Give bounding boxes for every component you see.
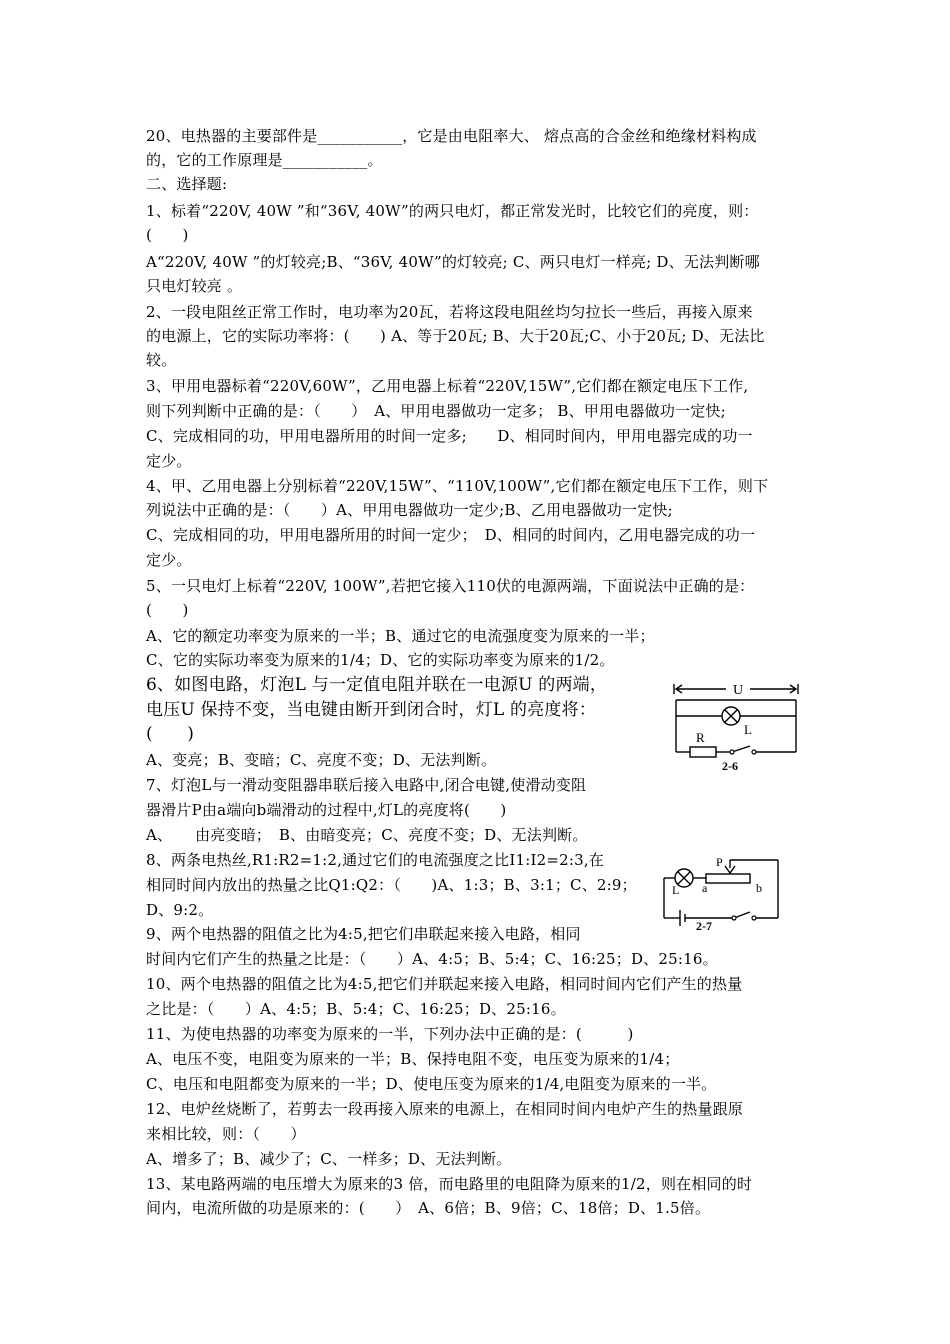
- text-line: C、完成相同的功，甲用电器所用的时间一定少； D、相同的时间内，乙用电器完成的功一: [146, 526, 756, 544]
- text-line: 5、一只电灯上标着“220V, 100W”,若把它接入110伏的电源两端，下面说法中正确的是：: [146, 577, 755, 595]
- voltage-label: U: [732, 683, 744, 698]
- text-line: 较。: [146, 351, 177, 369]
- text-line: 的电源上，它的实际功率将：( ) A、等于20瓦; B、大于20瓦;C、小于20瓦; D、无法比: [146, 327, 765, 345]
- text-line: 只电灯较亮 。: [146, 277, 243, 295]
- figure-caption: 2-7: [696, 919, 712, 932]
- end-b-label: b: [756, 881, 762, 895]
- end-a-label: a: [702, 881, 708, 895]
- slider-label: P: [716, 855, 723, 869]
- text-line: 则下列判断中正确的是：（ ） A、甲用电器做功一定多； B、甲用电器做功一定快;: [146, 402, 726, 420]
- resistor-label: R: [696, 730, 705, 745]
- text-line: 13、某电路两端的电压增大为原来的3 倍，而电路里的电阻降为原来的1/2，则在相同的时: [146, 1175, 753, 1193]
- text-line: 6、如图电路，灯泡L 与一定值电阻并联在一电源U 的两端，: [146, 675, 608, 695]
- text-line: 10、两个电热器的阻值之比为4:5,把它们并联起来接入电路，相同时间内它们产生的热量: [146, 975, 743, 993]
- section-heading: 二、选择题:: [146, 175, 228, 193]
- text-line: A、增多了；B、减少了；C、一样多；D、无法判断。: [146, 1150, 512, 1168]
- text-line: 之比是：（ ）A、4:5；B、5:4；C、16:25；D、25:16。: [146, 1000, 566, 1018]
- text-line: 1、标着“220V, 40W ”和“36V, 40W”的两只电灯，都正常发光时，比较它们的亮度，则：: [146, 202, 759, 220]
- text-line: A、变亮；B、变暗；C、亮度不变；D、无法判断。: [146, 751, 497, 769]
- text-line: 12、电炉丝烧断了，若剪去一段再接入原来的电源上，在相同时间内电炉产生的热量跟原: [146, 1100, 744, 1118]
- text-line: 电压U 保持不变，当电键由断开到闭合时，灯L 的亮度将：: [146, 700, 597, 720]
- text-line: 定少。: [146, 551, 192, 569]
- text-line: C、电压和电阻都变为原来的一半；D、使电压变为原来的1/4,电阻变为原来的一半。: [146, 1075, 717, 1093]
- text-line: C、它的实际功率变为原来的1/4；D、它的实际功率变为原来的1/2。: [146, 651, 615, 669]
- text-line: D、9:2。: [146, 901, 214, 919]
- text-line: 4、甲、乙用电器上分别标着“220V,15W”、“110V,100W”,它们都在额定电压下工作，则下: [146, 477, 769, 495]
- text-line: 间内，电流所做的功是原来的：( ） A、6倍；B、9倍；C、18倍；D、1.5倍。: [146, 1199, 711, 1217]
- text-line: 20、电热器的主要部件是___________，它是由电阻率大、 熔点高的合金丝和绝缘材料构成: [146, 127, 757, 145]
- text-line: 3、甲用电器标着“220V,60W”，乙用电器上标着“220V,15W”,它们都在额定电压下工作,: [146, 377, 749, 395]
- text-line: C、完成相同的功，甲用电器所用的时间一定多; D、相同时间内，甲用电器完成的功一: [146, 427, 753, 445]
- text-line: A、 由亮变暗； B、由暗变亮；C、亮度不变；D、无法判断。: [146, 826, 588, 844]
- text-line: 的，它的工作原理是___________。: [146, 151, 383, 169]
- text-line: 7、灯泡L与一滑动变阻器串联后接入电路中,闭合电键,使滑动变阻: [146, 776, 587, 794]
- circuit-diagram-2-6: [668, 676, 808, 772]
- text-line: 器滑片P由a端向b端滑动的过程中,灯L的亮度将( ): [146, 801, 507, 819]
- text-line: 11、为使电热器的功率变为原来的一半，下列办法中正确的是：( ): [146, 1025, 634, 1043]
- text-line: 8、两条电热丝,R1:R2=1:2,通过它们的电流强度之比I1:I2=2:3,在: [146, 851, 604, 869]
- lamp-label: L: [744, 722, 752, 737]
- figure-caption: 2-6: [722, 759, 738, 772]
- text-line: 2、一段电阻丝正常工作时，电功率为20瓦，若将这段电阻丝均匀拉长一些后，再接入原来: [146, 303, 753, 321]
- lamp-label: L: [672, 883, 680, 897]
- text-line: 来相比较，则：（ ）: [146, 1125, 306, 1143]
- text-line: 列说法中正确的是：（ ）A、甲用电器做功一定少;B、乙用电器做功一定快;: [146, 501, 673, 519]
- text-line: ( ): [146, 601, 189, 619]
- text-line: ( ): [146, 724, 195, 744]
- text-line: A、它的额定功率变为原来的一半；B、通过它的电流强度变为原来的一半；: [146, 627, 655, 645]
- circuit-diagram-2-7: [658, 852, 788, 932]
- text-line: 时间内它们产生的热量之比是：（ ）A、4:5；B、5:4；C、16:25；D、25:16。: [146, 950, 718, 968]
- text-line: ( ): [146, 226, 189, 244]
- text-line: 9、两个电热器的阻值之比为4:5,把它们串联起来接入电路，相同: [146, 925, 581, 943]
- text-line: 相同时间内放出的热量之比Q1:Q2：（ )A、1:3；B、3:1；C、2:9；: [146, 876, 637, 894]
- text-line: A“220V, 40W ”的灯较亮;B、“36V, 40W”的灯较亮; C、两只电灯一样亮; D、无法判断哪: [146, 253, 760, 271]
- text-line: 定少。: [146, 452, 192, 470]
- text-line: A、电压不变，电阻变为原来的一半；B、保持电阻不变，电压变为原来的1/4；: [146, 1050, 680, 1068]
